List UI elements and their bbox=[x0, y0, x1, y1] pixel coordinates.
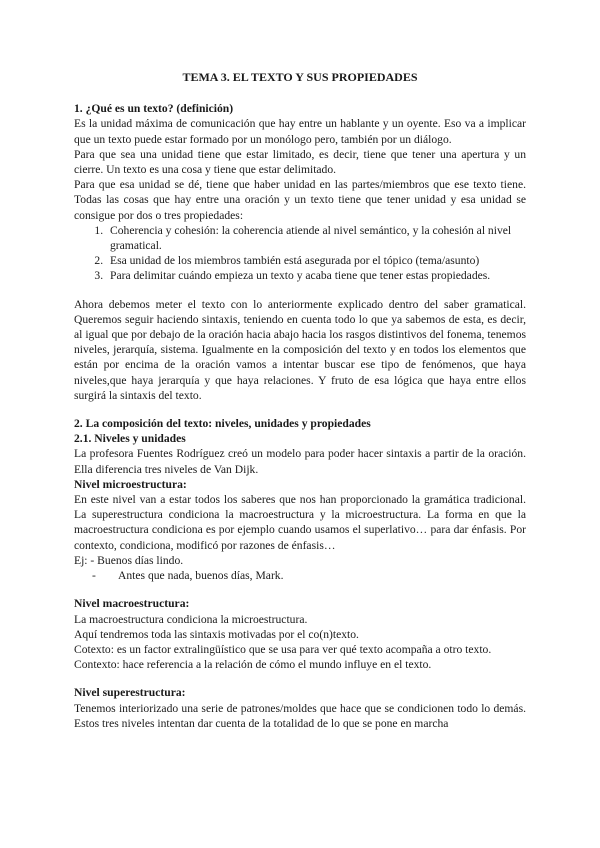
macro-heading: Nivel macroestructura: bbox=[74, 597, 190, 611]
list-item: 2. Esa unidad de los miembros también está asegurada por el tópico (tema/asunto) bbox=[106, 253, 526, 268]
text-line: Cotexto: es un factor extralingüístico que se usa para ver qué texto acompaña a otro texto. bbox=[74, 642, 492, 656]
micro-heading: Nivel microestructura: bbox=[74, 477, 187, 491]
properties-list bbox=[74, 223, 526, 284]
list-item: - Antes que nada, buenos días, Mark. bbox=[106, 568, 526, 583]
list-item: 1. Coherencia y cohesión: la coherencia atiende al nivel semántico, y la cohesión al nivel gramatical. bbox=[106, 223, 526, 253]
section-1-heading: 1. ¿Qué es un texto? (definición) bbox=[74, 102, 234, 116]
subsection-heading: 2.1. Niveles y unidades bbox=[74, 432, 186, 446]
paragraph: La profesora Fuentes Rodríguez creó un modelo para poder hacer sintaxis a partir de la oración. Ella diferencia tres niveles de Van Dijk. bbox=[74, 447, 526, 476]
paragraph: Es la unidad máxima de comunicación que hay entre un hablante y un oyente. Eso va a implicar que un texto puede estar formado por un monólogo pero, también por un diálogo. bbox=[74, 117, 526, 146]
paragraph: Para que sea una unidad tiene que estar limitado, es decir, tiene que tener una apertura y un cierre. Un texto es una cosa y tiene que estar delimitado. bbox=[74, 147, 526, 177]
text-line: Contexto: hace referencia a la relación de cómo el mundo influye en el texto. bbox=[74, 658, 432, 672]
document-page bbox=[74, 60, 526, 731]
document-title: TEMA 3. EL TEXTO Y SUS PROPIEDADES bbox=[182, 70, 418, 84]
example-list bbox=[74, 568, 526, 583]
list-item: 3. Para delimitar cuándo empieza un texto y acaba tiene que tener estas propiedades. bbox=[106, 268, 526, 283]
paragraph: Tenemos interiorizado una serie de patrones/moldes que hace que se condicionen todo lo demás. Estos tres niveles intentan dar cuenta de la totalidad de lo que se pone en marcha bbox=[74, 701, 526, 730]
paragraph: Para que esa unidad se dé, tiene que haber unidad en las partes/miembros que ese texto tiene. Todas las cosas que hay entre una oración y un texto tiene que tener unidad y esa unidad se consigue por dos o tres propiedades: bbox=[74, 178, 526, 222]
paragraph: Ahora debemos meter el texto con lo anteriormente explicado dentro del saber gramatical. Queremos seguir haciendo sintaxis, teniendo en cuenta todo lo que ya sabemos de esta, es decir, al igual que por debajo de la oración hacia abajo hacia los rasgos distintivos del fonema, tenemos niveles, jerarquía, sistema. Igualmente en la composición del texto y en todos los elementos que están por encima de la oración vamos a intentar buscar ese tipo de fenómenos, que haya niveles,que haya jerarquía y que haya relaciones. Y fruto de esa lógica que haya entre ellos surgirá la sintaxis del texto. bbox=[74, 297, 526, 402]
text-line: La macroestructura condiciona la microestructura. bbox=[74, 612, 308, 626]
example-line: Ej: - Buenos días lindo. bbox=[74, 553, 184, 567]
text-line: Aquí tendremos toda las sintaxis motivadas por el co(n)texto. bbox=[74, 627, 359, 641]
section-2-heading: 2. La composición del texto: niveles, unidades y propiedades bbox=[74, 417, 371, 431]
super-heading: Nivel superestructura: bbox=[74, 686, 186, 700]
paragraph: En este nivel van a estar todos los saberes que nos han proporcionado la gramática tradicional. La superestructura condiciona la macroestructura y la microestructura. La forma en que la macroestructura condiciona es por ejemplo cuando usamos el superlativo… para dar énfasis. Por contexto, condiciona, modificó por razones de énfasis… bbox=[74, 493, 526, 552]
